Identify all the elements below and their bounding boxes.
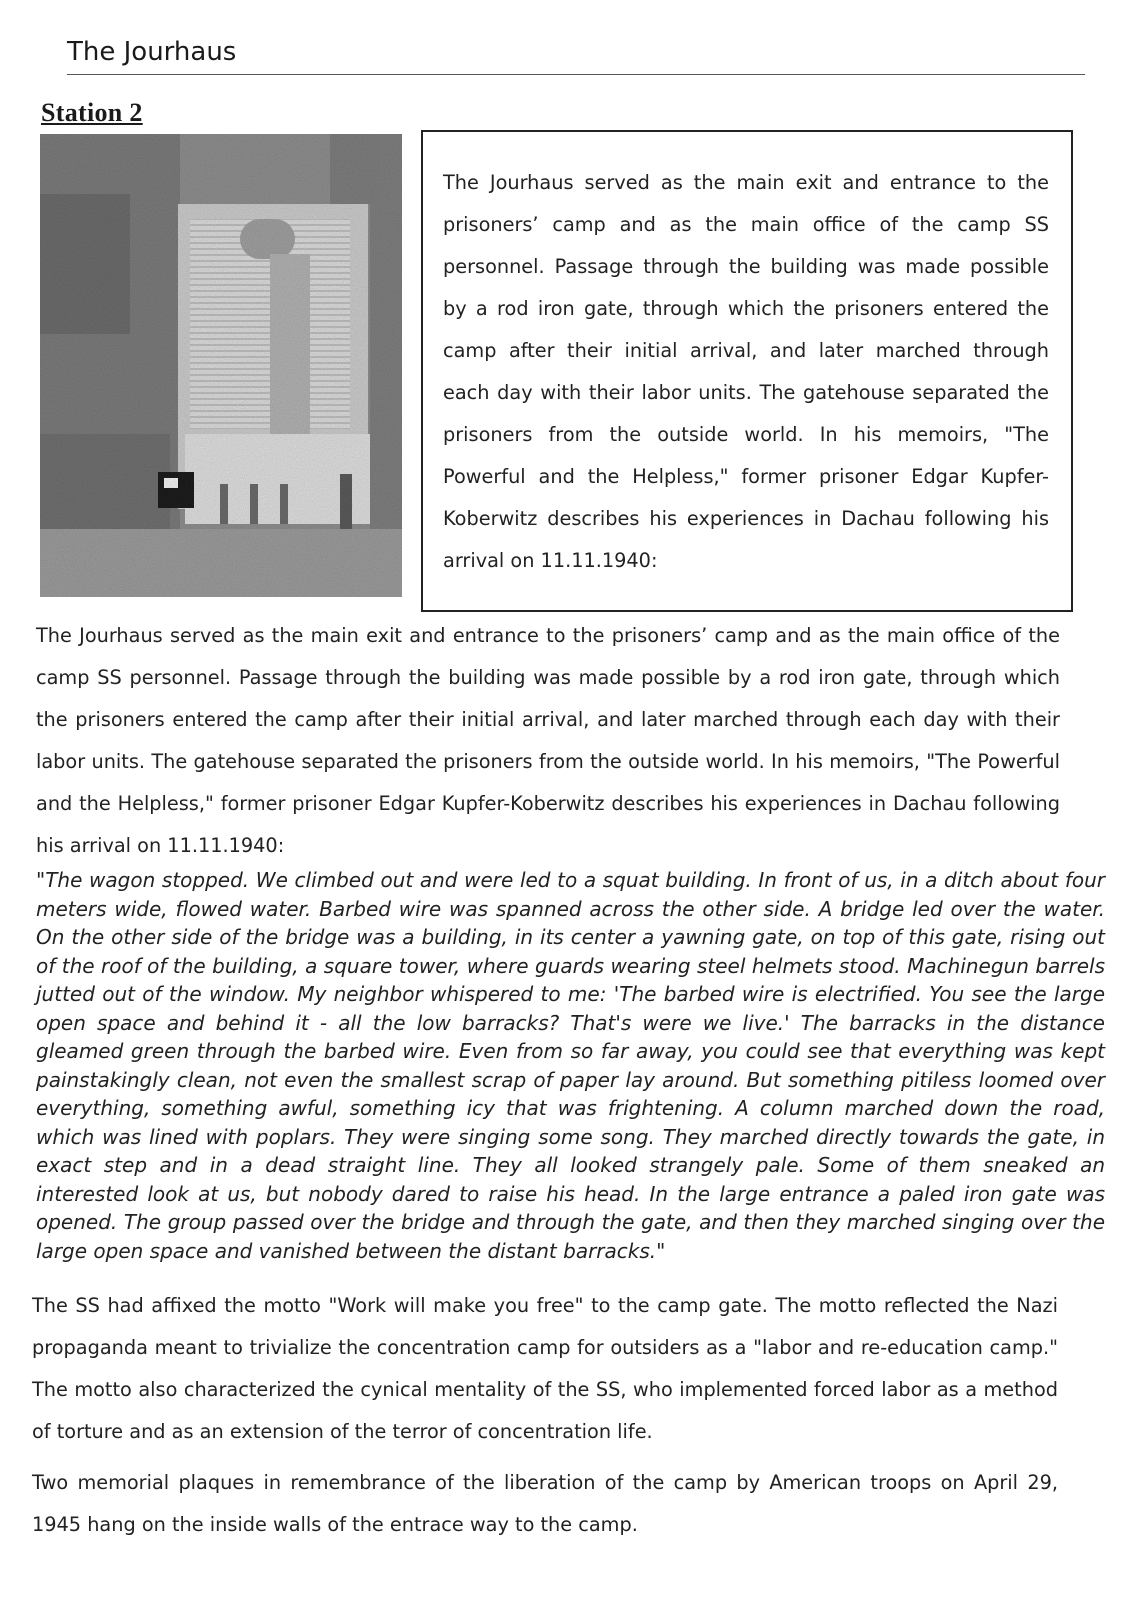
plaques-paragraph: Two memorial plaques in remembrance of the liberation of the camp by American troops on April 29, 1945 hang on the inside walls of the entrace way to the camp.: [32, 1471, 1058, 1536]
station-heading: Station 2: [41, 98, 143, 127]
page-header: [67, 34, 1085, 75]
jourhaus-photo-image: [40, 134, 402, 597]
jourhaus-photo: [40, 134, 402, 597]
motto-paragraph: The SS had affixed the motto "Work will make you free" to the camp gate. The motto reflected the Nazi propaganda meant to trivialize the concentration camp for outsiders as a "labor and re-education camp." The motto also characterized the cynical mentality of the SS, who implemented forced labor as a method of torture and as an extension of the terror of concentration life.: [32, 1294, 1058, 1443]
summary-box: [421, 130, 1073, 612]
page-title: The Jourhaus: [67, 37, 237, 67]
intro-paragraph: The Jourhaus served as the main exit and entrance to the prisoners’ camp and as the main office of the camp SS personnel. Passage through the building was made possible by a rod iron gate, through which the prisoners entered the camp after their initial arrival, and later marched through each day with their labor units. The gatehouse separated the prisoners from the outside world. In his memoirs, "The Powerful and the Helpless," former prisoner Edgar Kupfer-Koberwitz describes his experiences in Dachau following his arrival on 11.11.1940:: [36, 624, 1060, 857]
memoir-quote: "The wagon stopped. We climbed out and were led to a squat building. In front of us, in a ditch about four meters wide, flowed water. Barbed wire was spanned across the other side. A bridge led over the water. On the other side of the bridge was a building, in its center a yawning gate, on top of this gate, rising out of the roof of the building, a square tower, where guards wearing steel helmets stood. Machinegun barrels jutted out of the window. My neighbor whispered to me: 'The barbed wire is electrified. You see the large open space and behind it - all the low barracks? That's were we live.' The barracks in the distance gleamed green through the barbed wire. Even from so far away, you could see that everything was kept painstakingly clean, not even the smallest scrap of paper lay around. But something pitiless loomed over everything, something awful, something icy that was frightening. A column marched down the road, which was lined with poplars. They were singing some song. They marched directly towards the gate, in exact step and in a dead straight line. They all looked strangely pale. Some of them sneaked an interested look at us, but nobody dared to raise his head. In the large entrance a paled iron gate was opened. The group passed over the bridge and through the gate, and then they marched singing over the large open space and vanished between the distant barracks.": [36, 868, 1105, 1263]
summary-paragraph: The Jourhaus served as the main exit and entrance to the prisoners’ camp and as the main office of the camp SS personnel. Passage through the building was made possible by a rod iron gate, through which the prisoners entered the camp after their initial arrival, and later marched through each day with their labor units. The gatehouse separated the prisoners from the outside world. In his memoirs, "The Powerful and the Helpless," former prisoner Edgar Kupfer-Koberwitz describes his experiences in Dachau following his arrival on 11.11.1940:: [443, 171, 1049, 572]
